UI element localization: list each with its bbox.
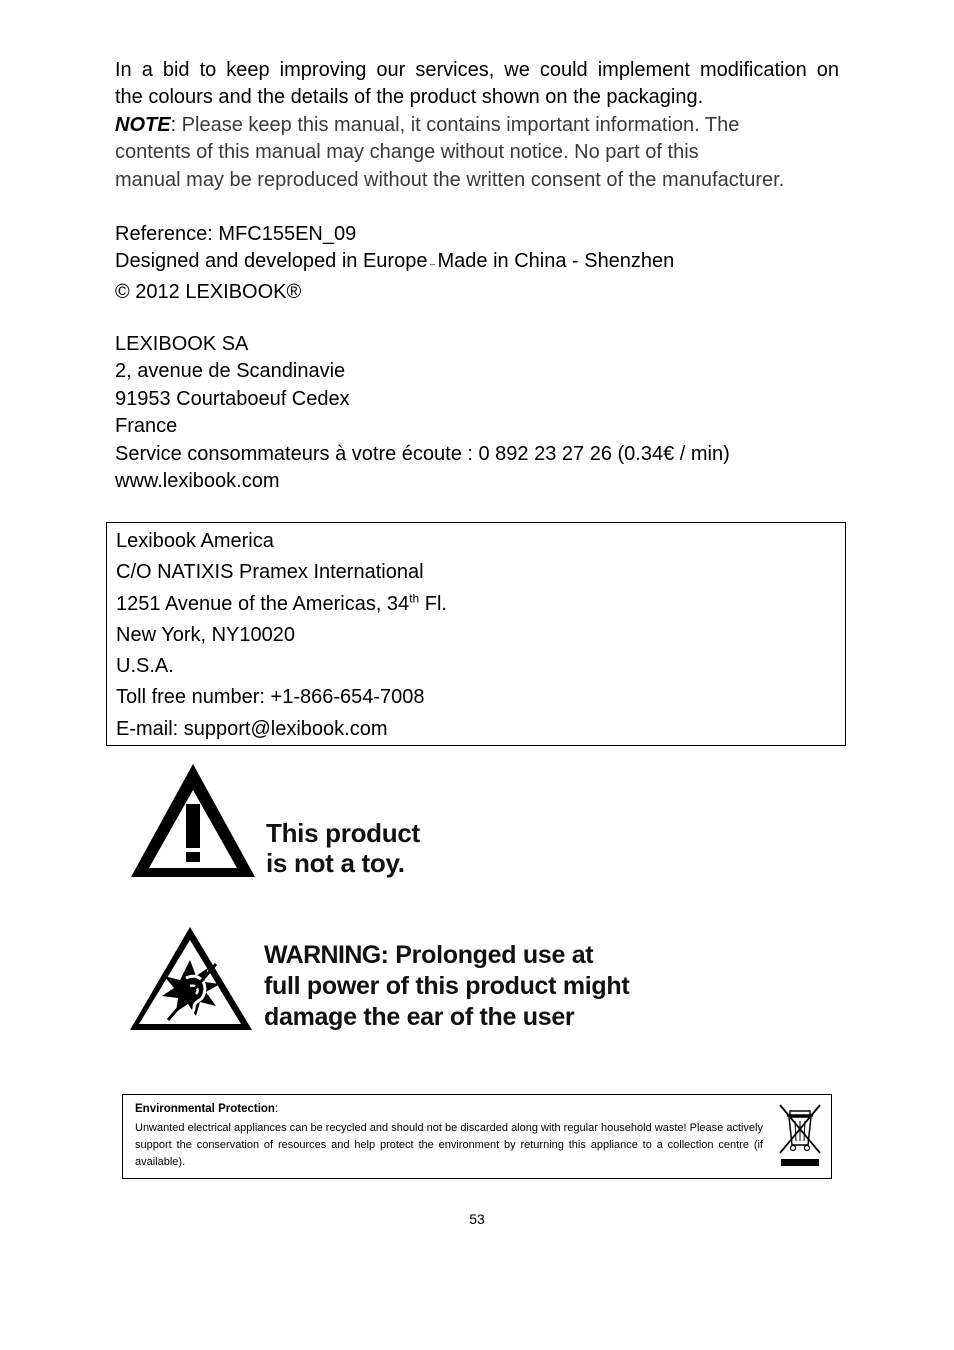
- company-name: LEXIBOOK SA: [115, 333, 249, 355]
- website-link[interactable]: www.lexibook.com: [115, 470, 280, 493]
- warning-word: WARNING: [264, 941, 381, 969]
- consumer-service: Service consommateurs à votre écoute : 0 892 23 27 26 (0.34€ / min): [115, 442, 730, 465]
- us-city: New York, NY10020: [116, 623, 296, 646]
- not-a-toy-line-1: This product: [266, 818, 420, 848]
- us-country: U.S.A.: [116, 655, 174, 678]
- note-line-1: [115, 112, 839, 139]
- us-care-of: C/O NATIXIS Pramex International: [116, 561, 424, 584]
- not-a-toy-warning: [128, 760, 468, 885]
- hearing-warning-line-1: [264, 940, 684, 971]
- reference-block: [115, 221, 845, 306]
- us-street-main: 1251 Avenue of the Americas, 34: [116, 592, 410, 615]
- us-email[interactable]: E-mail: support@lexibook.com: [116, 717, 388, 740]
- designed-europe: Designed and developed in Europe: [115, 250, 428, 273]
- note-line-3: manual may be reproduced without the written consent of the manufacturer.: [115, 168, 785, 191]
- not-a-toy-line-2: is not a toy.: [266, 848, 405, 878]
- address-france: [115, 331, 845, 495]
- hearing-warning-line-3: damage the ear of the user: [264, 1003, 575, 1031]
- country: France: [115, 415, 178, 438]
- environmental-title-text: Environmental Protection: [135, 1103, 275, 1115]
- street-address: 2, avenue de Scandinavie: [115, 360, 346, 383]
- note-text-1: Please keep this manual, it contains important information. The: [176, 113, 740, 136]
- us-street-ordinal: th: [409, 590, 420, 605]
- weee-bin-icon: [777, 1101, 823, 1167]
- note-label: NOTE: [115, 113, 171, 136]
- made-in-china: Made in China - Shenzhen: [437, 250, 675, 273]
- hearing-warning-line-1-rest: : Prolonged use at: [380, 941, 594, 969]
- copyright-line: © 2012 LEXIBOOK®: [115, 280, 302, 303]
- designed-line: [115, 248, 845, 278]
- intro-paragraph: [115, 57, 839, 194]
- hearing-warning: [128, 924, 688, 1034]
- designed-dash: –: [427, 259, 438, 270]
- intro-line-1: In a bid to keep improving our services, we could implement modification on: [115, 59, 839, 81]
- us-street: [116, 589, 447, 620]
- environmental-title-sep: :: [274, 1103, 279, 1115]
- environmental-protection-box: [122, 1094, 832, 1179]
- address-usa-box: [106, 522, 846, 746]
- note-sep: :: [170, 113, 177, 136]
- us-toll-free: Toll free number: +1-866-654-7008: [116, 686, 425, 709]
- hearing-warning-text: [264, 940, 684, 1033]
- note-line-2: contents of this manual may change without notice. No part of this: [115, 141, 699, 164]
- reference-code: Reference: MFC155EN_09: [115, 223, 357, 245]
- environmental-title: [135, 1103, 278, 1115]
- hearing-warning-line-2: full power of this product might: [264, 972, 630, 1000]
- page-number: 53: [469, 1211, 485, 1227]
- hearing-damage-icon: [128, 924, 256, 1032]
- us-company-name: Lexibook America: [116, 530, 274, 552]
- us-street-floor: Fl.: [419, 592, 447, 615]
- intro-line-2: the colours and the details of the product shown on the packaging.: [115, 86, 704, 109]
- not-a-toy-text: [266, 818, 566, 878]
- environmental-body: Unwanted electrical appliances can be recycled and should not be discarded along with regular household waste! Please actively support the conservation of resources and help protect the environment by returning this appliance to a collection centre (if available).: [135, 1122, 763, 1168]
- exclamation-warning-icon: [128, 760, 258, 880]
- city-address: 91953 Courtaboeuf Cedex: [115, 387, 350, 410]
